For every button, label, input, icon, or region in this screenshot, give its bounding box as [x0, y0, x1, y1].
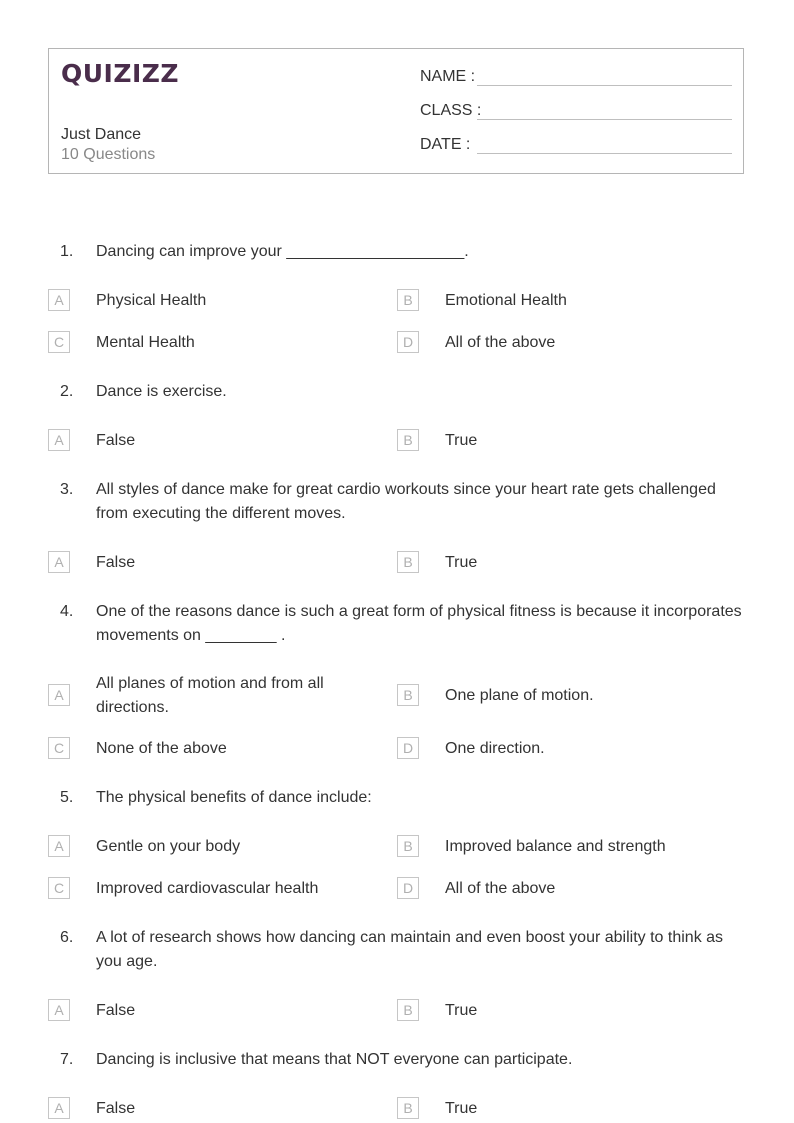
option-letter-box: C [48, 331, 70, 353]
question-text: Dance is exercise. [96, 383, 227, 400]
question-count: 10 Questions [61, 146, 156, 163]
option-text: None of the above [96, 740, 227, 757]
question-number: 6. [60, 929, 74, 946]
class-field[interactable] [420, 102, 481, 120]
option-text: One direction. [445, 740, 545, 757]
worksheet-title: Just Dance [61, 126, 142, 143]
question-text: All styles of dance make for great cardio workouts since your heart rate gets challenged from executing the different moves. [96, 481, 716, 522]
worksheet-header [48, 48, 744, 174]
option-text: False [96, 432, 136, 449]
quizizz-logo: QUIZIZZ [61, 59, 180, 88]
question-number: 7. [60, 1051, 74, 1068]
option-letter-box: B [397, 835, 419, 857]
question-text: Dancing can improve your ____________________. [96, 243, 469, 260]
date-label: DATE : [420, 136, 471, 153]
date-line [477, 153, 732, 154]
option-text: Gentle on your body [96, 838, 241, 855]
option-text: Emotional Health [445, 292, 567, 309]
class-label: CLASS : [420, 102, 482, 119]
question-number: 2. [60, 383, 74, 400]
option-text: Mental Health [96, 334, 195, 351]
name-line [477, 85, 732, 86]
option-text: One plane of motion. [445, 687, 594, 704]
question-text: One of the reasons dance is such a great form of physical fitness is because it incorporates movements on ________ . [96, 603, 742, 644]
class-line [477, 119, 732, 120]
option-text: False [96, 1002, 136, 1019]
option-letter-box: A [48, 684, 70, 706]
question-number: 4. [60, 603, 74, 620]
option-text: All of the above [445, 334, 556, 351]
question-text: A lot of research shows how dancing can maintain and even boost your ability to think as you age. [96, 929, 724, 970]
option-letter-box: B [397, 999, 419, 1021]
option-letter-box: C [48, 737, 70, 759]
option-text: Improved balance and strength [445, 838, 666, 855]
option-letter-box: B [397, 1097, 419, 1119]
option-letter-box: A [48, 835, 70, 857]
option-letter-box: D [397, 331, 419, 353]
option-letter-box: A [48, 999, 70, 1021]
option-letter-box: A [48, 289, 70, 311]
option-text: Physical Health [96, 292, 207, 309]
option-text: True [445, 554, 478, 571]
option-text: All planes of motion and from all directions. [96, 675, 324, 716]
question-number: 5. [60, 789, 74, 806]
option-letter-box: B [397, 289, 419, 311]
option-letter-box: C [48, 877, 70, 899]
name-label: NAME : [420, 68, 476, 85]
date-field[interactable] [420, 136, 470, 154]
option-text: False [96, 554, 136, 571]
question-text: The physical benefits of dance include: [96, 789, 372, 806]
question-number: 1. [60, 243, 74, 260]
option-text: Improved cardiovascular health [96, 880, 319, 897]
option-text: False [96, 1100, 136, 1117]
option-letter-box: A [48, 551, 70, 573]
option-letter-box: B [397, 551, 419, 573]
option-letter-box: D [397, 877, 419, 899]
option-letter-box: D [397, 737, 419, 759]
option-text: All of the above [445, 880, 556, 897]
question-number: 3. [60, 481, 74, 498]
option-text: True [445, 1100, 478, 1117]
option-text: True [445, 1002, 478, 1019]
name-field[interactable] [420, 68, 475, 86]
option-letter-box: A [48, 429, 70, 451]
question-text: Dancing is inclusive that means that NOT everyone can participate. [96, 1051, 573, 1068]
option-text: True [445, 432, 478, 449]
option-letter-box: B [397, 684, 419, 706]
option-letter-box: A [48, 1097, 70, 1119]
option-letter-box: B [397, 429, 419, 451]
